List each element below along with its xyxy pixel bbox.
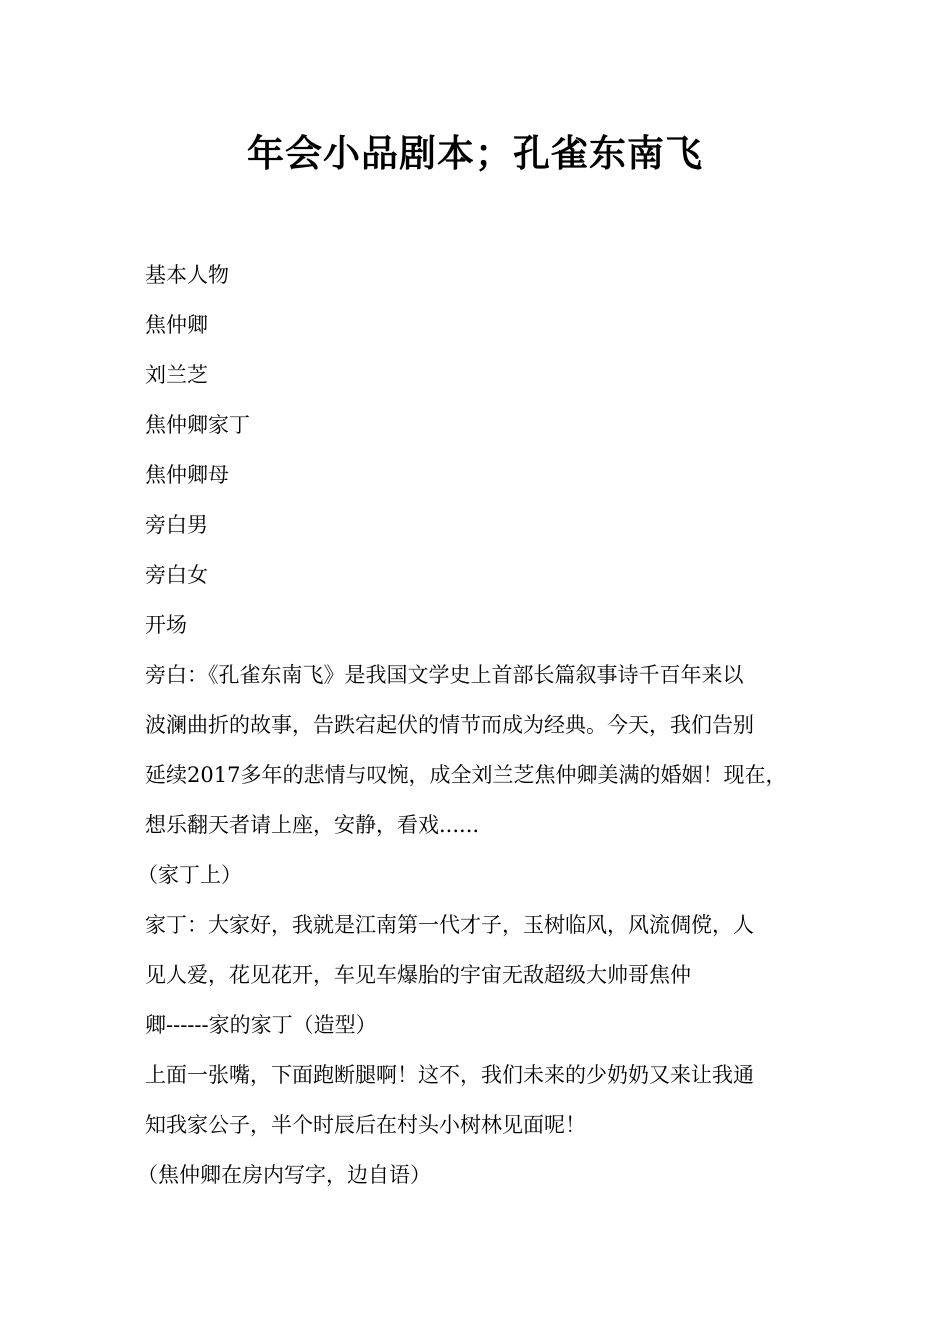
text-line: 旁白男: [145, 513, 208, 537]
stage-direction: （焦仲卿在房内写字，边自语）: [137, 1163, 431, 1187]
text-line: 焦仲卿家丁: [145, 413, 250, 437]
stage-direction: （家丁上）: [137, 863, 242, 887]
document-body: [137, 250, 825, 1200]
text-line: 上面一张嘴，下面跑断腿啊！这不，我们未来的少奶奶又来让我通: [145, 1063, 754, 1087]
text-line: 延续2017多年的悲情与叹惋，成全刘兰芝焦仲卿美满的婚姻！现在，: [145, 763, 787, 787]
text-line: 卿------家的家丁（造型）: [145, 1013, 377, 1037]
text-line: 见人爱，花见花开，车见车爆胎的宇宙无敌超级大帅哥焦仲: [145, 963, 691, 987]
text-line: 波澜曲折的故事，告跌宕起伏的情节而成为经典。今天，我们告别: [145, 713, 754, 737]
text-line: 基本人物: [145, 263, 229, 287]
text-line: 知我家公子，半个时辰后在村头小树林见面呢！: [145, 1113, 586, 1137]
text-line: 想乐翻天者请上座，安静，看戏......: [145, 813, 480, 837]
text-line: 旁白女: [145, 563, 208, 587]
text-line: 焦仲卿: [145, 313, 208, 337]
text-line: 焦仲卿母: [145, 463, 229, 487]
text-line: 旁白：《孔雀东南飞》是我国文学史上首部长篇叙事诗千百年来以: [145, 663, 744, 687]
text-line: 家丁：大家好，我就是江南第一代才子，玉树临风，风流倜傥，人: [145, 913, 754, 937]
text-line: 开场: [145, 613, 187, 637]
document-title: 年会小品剧本；孔雀东南飞: [247, 131, 703, 175]
text-line: 刘兰芝: [145, 363, 208, 387]
